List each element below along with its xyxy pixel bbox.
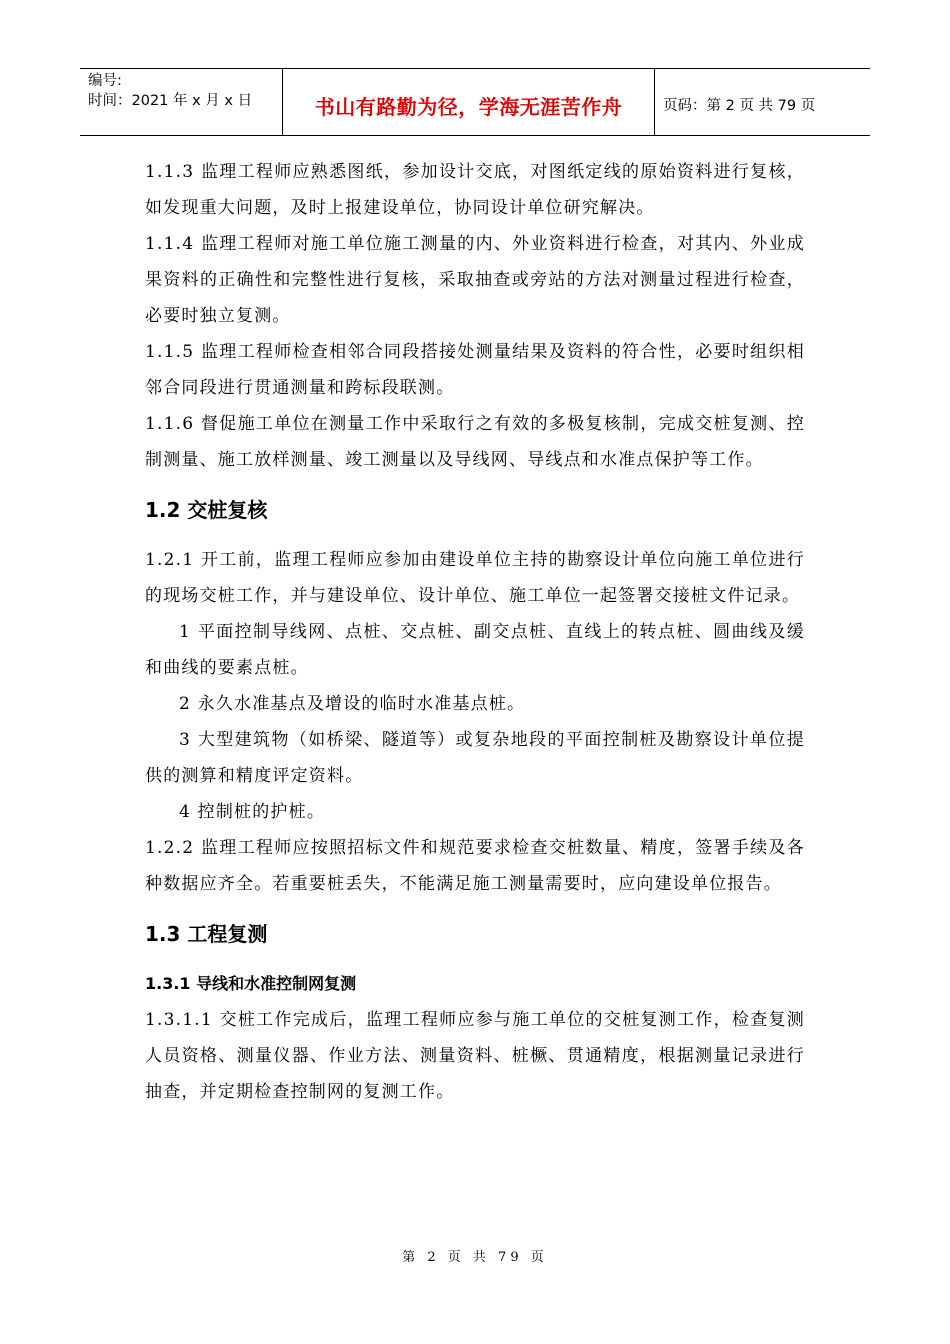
number-label: 编号:: [88, 73, 122, 89]
paragraph-1-1-4: 1.1.4 监理工程师对施工单位施工测量的内、外业资料进行检查，对其内、外业成果资料的正确性和完整性进行复核，采取抽查或旁站的方法对测量过程进行检查，必要时独立复测。: [145, 234, 805, 326]
list-item-3: 3 大型建筑物（如桥梁、隧道等）或复杂地段的平面控制桩及勘察设计单位提供的测算和精度评定资料。: [145, 730, 805, 786]
list-item-1: 1 平面控制导线网、点桩、交点桩、副交点桩、直线上的转点桩、圆曲线及缓和曲线的要素点桩。: [145, 622, 805, 678]
page-header: [80, 68, 870, 136]
paragraph-1-1-5: 1.1.5 监理工程师检查相邻合同段搭接处测量结果及资料的符合性，必要时组织相邻合同段进行贯通测量和跨标段联测。: [145, 342, 805, 398]
paragraph-1-1-6: 1.1.6 督促施工单位在测量工作中采取行之有效的多极复核制，完成交桩复测、控制测量、施工放样测量、竣工测量以及导线网、导线点和水准点保护等工作。: [145, 414, 805, 470]
header-motto-cell: [283, 69, 655, 135]
page-footer: 第 2 页 共 79 页: [402, 1250, 548, 1265]
paragraph-1-3-1-1: 1.3.1.1 交桩工作完成后，监理工程师应参与施工单位的交桩复测工作，检查复测人员资格、测量仪器、作业方法、测量资料、桩橛、贯通精度，根据测量记录进行抽查，并定期检查控制网的复测工作。: [145, 1010, 805, 1102]
list-item-2: 2 永久水准基点及增设的临时水准基点桩。: [179, 694, 526, 714]
header-page-code: 页码：第 2 页 共 79 页: [663, 97, 816, 114]
header-motto: 书山有路勤为径，学海无涯苦作舟: [314, 94, 623, 119]
section-heading-1-3: 1.3 工程复测: [145, 922, 268, 946]
paragraph-1-2-1: 1.2.1 开工前，监理工程师应参加由建设单位主持的勘察设计单位向施工单位进行的现场交桩工作，并与建设单位、设计单位、施工单位一起签署交接桩文件记录。: [145, 550, 805, 606]
time-label: 时间：2021 年 x 月 x 日: [88, 93, 253, 109]
header-meta: [80, 69, 283, 135]
paragraph-1-2-2: 1.2.2 监理工程师应按照招标文件和规范要求检查交桩数量、精度，签署手续及各种数据应齐全。若重要桩丢失，不能满足施工测量需要时，应向建设单位报告。: [145, 838, 805, 894]
paragraph-1-1-3: 1.1.3 监理工程师应熟悉图纸，参加设计交底，对图纸定线的原始资料进行复核，如发现重大问题，及时上报建设单位，协同设计单位研究解决。: [145, 162, 805, 218]
subsection-heading-1-3-1: 1.3.1 导线和水准控制网复测: [145, 974, 357, 993]
document-body: [145, 154, 805, 1110]
section-heading-1-2: 1.2 交桩复核: [145, 498, 268, 522]
list-item-4: 4 控制桩的护桩。: [179, 802, 326, 822]
